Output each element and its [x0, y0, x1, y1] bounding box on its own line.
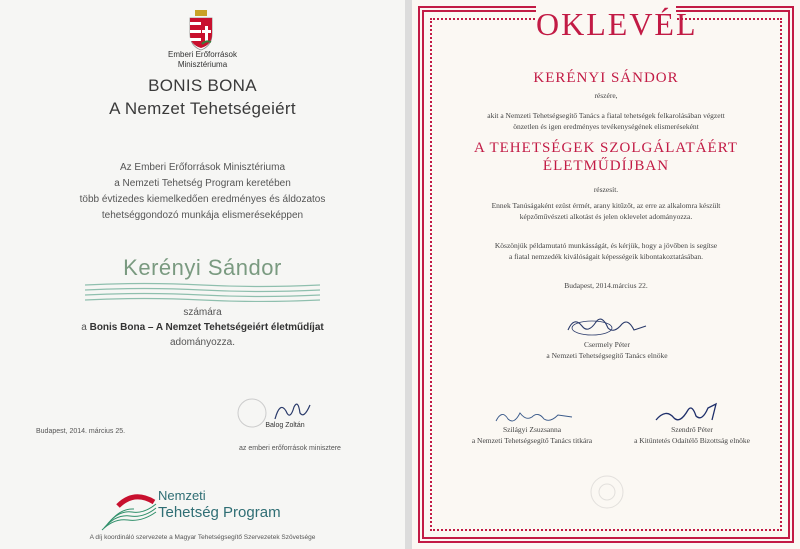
award-line: [0, 320, 405, 336]
body-line: Az Emberi Erőforrások Minisztériuma: [119, 162, 286, 173]
program-logo-line1: Nemzeti: [158, 488, 206, 503]
award-subtitle: A Nemzet Tehetségeiért: [109, 99, 296, 118]
award-name: Bonis Bona – A Nemzet Tehetségeiért életműdíjat: [89, 322, 324, 333]
footer-note: A díj koordináló szervezete a Magyar Tehetségsegítő Szervezetek Szövetsége: [89, 534, 316, 541]
signer-title: az emberi erőforrások minisztere: [239, 445, 341, 452]
for-label: részére,: [594, 91, 618, 100]
signature-csermely: [562, 310, 652, 340]
right-certificate: [412, 0, 800, 549]
rosette-watermark-icon: [587, 472, 627, 512]
program-logo-line2: Tehetség Program: [158, 504, 281, 521]
award-title: ÉLETMŰDÍJBAN: [542, 158, 670, 174]
ministry-logo-line: Emberi Erőforrások: [168, 50, 237, 59]
signer2-title: a Nemzeti Tehetségsegítő Tanács titkára: [471, 436, 593, 445]
thanks-line: Köszönjük példamutató munkásságát, és kérjük, hogy a jövőben is segítse: [494, 241, 718, 250]
decorative-wave-lines: [85, 282, 320, 302]
awarded-label: részesít.: [593, 185, 619, 194]
ministry-logo-line: Minisztériuma: [177, 60, 228, 69]
for-label: számára: [183, 307, 222, 318]
issue-date: Budapest, 2014. március 25.: [36, 428, 126, 435]
signer3-name: Szendrő Péter: [671, 425, 713, 434]
signer2-name: Szilágyi Zsuzsanna: [502, 425, 562, 434]
recipient-name: KERÉNYI SÁNDOR: [533, 70, 679, 86]
signature-szilagyi: [492, 405, 582, 427]
award-title: BONIS BONA: [148, 76, 257, 95]
recipient-name: Kerényi Sándor: [123, 255, 282, 280]
grant-text: adományozza.: [169, 337, 236, 348]
body-line: tehetséggondozó munkája elismeréseképpen: [101, 210, 304, 221]
nemzeti-tehetseg-program-logo-icon: [98, 492, 158, 532]
medal-line: képzőművészeti alkotást és jelen oklevelet adományozza.: [519, 212, 693, 221]
signer1-title: a Nemzeti Tehetségsegítő Tanács elnöke: [546, 351, 668, 360]
issue-date: Budapest, 2014.március 22.: [564, 281, 648, 290]
signer3-title: a Kitüntetés Odaítélő Bizottság elnöke: [634, 436, 750, 445]
intro-line: önzetlen és igen eredményes tevékenységének elismeréseként: [513, 122, 699, 131]
intro-line: akit a Nemzeti Tehetségsegítő Tanács a fiatal tehetségek felkarolásában végzett: [487, 111, 725, 120]
thanks-line: a fiatal nemzedék kiválóságait képességeik kibontakoztatásában.: [508, 252, 704, 261]
medal-line: Ennek Tanúságaként ezüst érmét, arany kitűzőt, az erre az alkalomra készült: [491, 201, 721, 210]
body-line: a Nemzeti Tehetség Program keretében: [114, 178, 291, 189]
award-title: A TEHETSÉGEK SZOLGÁLATÁÉRT: [474, 140, 738, 156]
ministry-logo-text: [0, 50, 405, 70]
award-prefix: a: [81, 322, 90, 333]
certificate-heading: OKLEVÉL: [536, 6, 698, 42]
signer-name: Balog Zoltán: [265, 422, 305, 429]
body-line: több évtizedes kiemelkedően eredményes és áldozatos: [79, 194, 326, 205]
signer1-name: Csermely Péter: [583, 340, 631, 349]
signature-szendro: [652, 400, 732, 426]
